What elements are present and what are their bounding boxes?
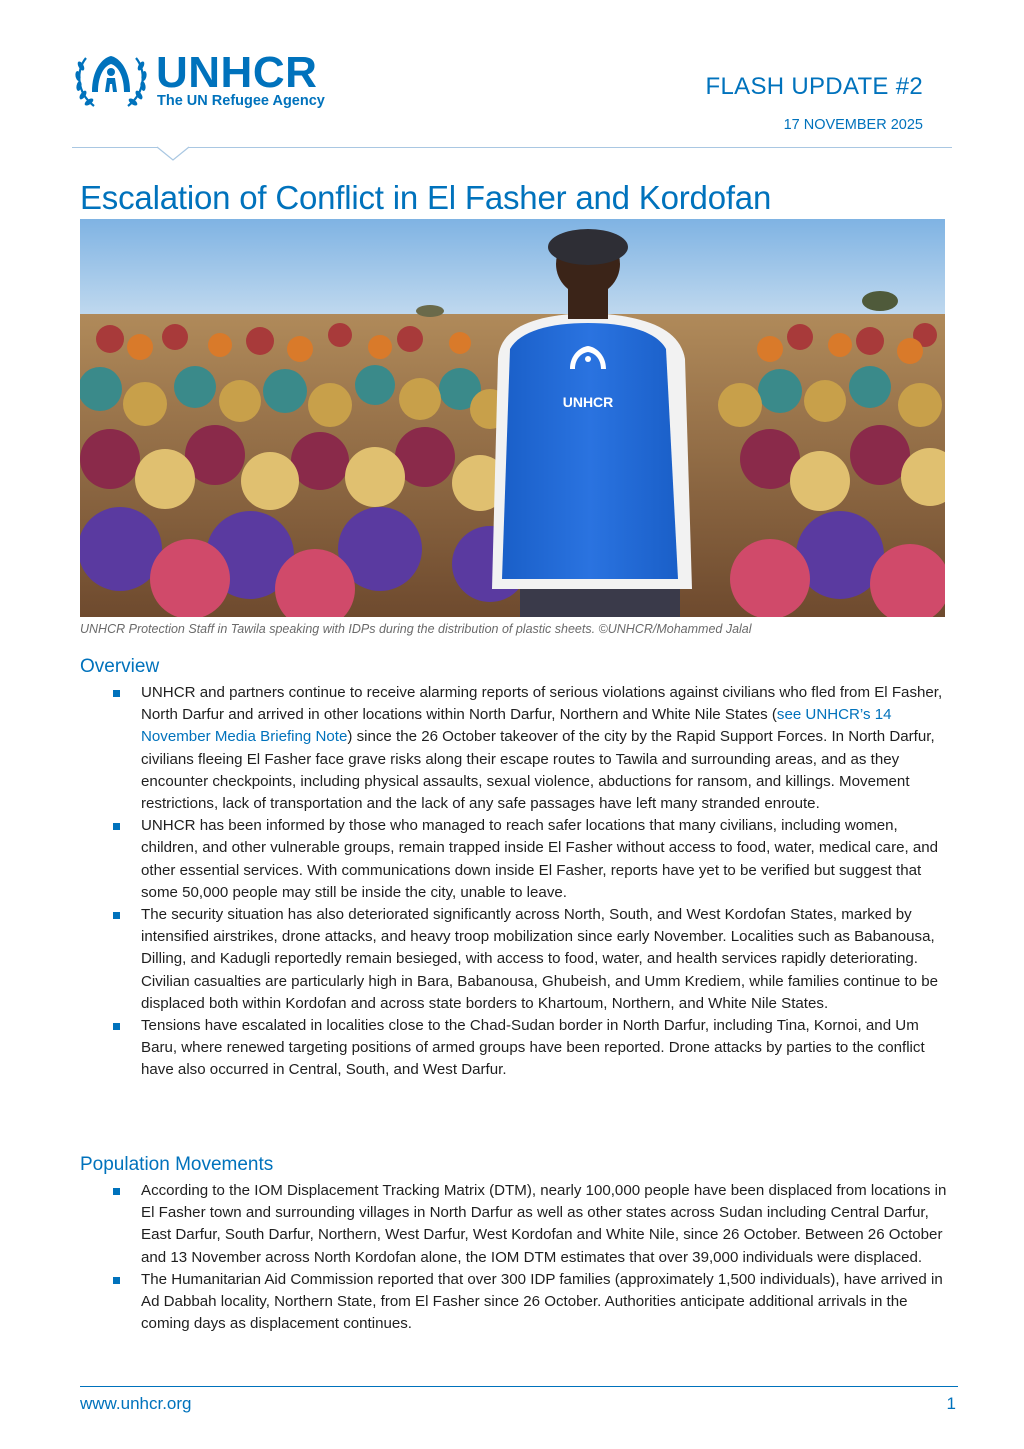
- bullet-square-icon: [113, 912, 120, 919]
- page-title: Escalation of Conflict in El Fasher and Kordofan: [80, 179, 772, 216]
- bullet-square-icon: [113, 1277, 120, 1284]
- publication-date: 17 NOVEMBER 2025: [783, 117, 923, 133]
- bullet-text: UNHCR and partners continue to receive alarming reports of serious violations against civilians who fled from El Fasher, North Darfur and arrived in other locations within North Darfur, Northern and White Nile States (: [141, 684, 943, 724]
- list-item: [80, 904, 950, 1015]
- bullet-text: The security situation has also deteriorated significantly across North, South, and West Kordofan States, marked by intensified airstrikes, drone attacks, and heavy troop mobilization since early November. Localities such as Babanousa, Dilling, and Kadugli reportedly remain besieged, with access to food, water, and health services rapidly deteriorating. Civilian casualties are particularly high in Bara, Babanousa, Ghubeish, and Umm Krediem, while families continue to be displaced both within Kordofan and across state borders to Khartoum, Northern, and White Nile States.: [141, 906, 939, 1012]
- footer-divider: [80, 1386, 958, 1387]
- flash-update-title: FLASH UPDATE #2: [705, 73, 923, 100]
- bullet-text: ) since the 26 October takeover of the city by the Rapid Support Forces. In North Darfur, civilians fleeing El Fasher face grave risks along their escape routes to Tawila and surrounding areas, and as they encounter checkpoints, including physical assaults, sexual violence, abductions for ransom, and killings. Movement restrictions, lack of transportation and the lack of any safe passages have left many stranded enroute.: [141, 728, 935, 813]
- list-item: [80, 1269, 950, 1336]
- list-item: [80, 682, 950, 815]
- page-number: 1: [946, 1394, 956, 1413]
- bullet-square-icon: [113, 690, 120, 697]
- website-link[interactable]: www.unhcr.org: [80, 1394, 192, 1413]
- population-movements-heading: Population Movements: [80, 1154, 274, 1175]
- overview-heading: Overview: [80, 656, 160, 677]
- logo-wordmark: UNHCR: [156, 48, 318, 97]
- bullet-text: According to the IOM Displacement Tracking Matrix (DTM), nearly 100,000 people have been displaced from locations in El Fasher town and surrounding villages in North Darfur as well as other states across Sudan including Central Darfur, East Darfur, South Darfur, Northern, West Darfur, West Kordofan and White Nile, since 26 October. Between 26 October and 13 November across North Kordofan alone, the IOM DTM estimates that over 39,000 individuals were displaced.: [141, 1182, 947, 1266]
- vest-label: UNHCR: [562, 394, 614, 410]
- bullet-square-icon: [113, 823, 120, 830]
- list-item: [80, 1180, 950, 1269]
- bullet-square-icon: [113, 1188, 120, 1195]
- bullet-square-icon: [113, 1023, 120, 1030]
- overview-list: [80, 682, 950, 1082]
- header-divider: [72, 147, 952, 148]
- hero-photo: [80, 219, 945, 617]
- bullet-text: UNHCR has been informed by those who managed to reach safer locations that many civilians, including women, children, and other vulnerable groups, remain trapped inside El Fasher without access to food, water, medical care, and other essential services. With communications down inside El Fasher, reports have yet to be verified but suggest that some 50,000 people may still be inside the city, unable to leave.: [141, 817, 939, 901]
- list-item: [80, 815, 950, 904]
- unhcr-emblem-icon: [72, 48, 150, 112]
- chevron-down-icon: [156, 146, 190, 162]
- population-list: [80, 1180, 950, 1335]
- bullet-text: Tensions have escalated in localities close to the Chad-Sudan border in North Darfur, including Tina, Kornoi, and Um Baru, where renewed targeting positions of armed groups have been reported. Drone attacks by parties to the conflict have also occurred in Central, South, and West Darfur.: [141, 1017, 925, 1079]
- photo-caption: UNHCR Protection Staff in Tawila speaking with IDPs during the distribution of plastic sheets. ©UNHCR/Mohammed Jalal: [80, 622, 752, 636]
- unhcr-logo[interactable]: [72, 48, 342, 112]
- media-briefing-link[interactable]: see UNHCR’s 14 November Media Briefing Note: [141, 706, 892, 746]
- crowd-scene-illustration: [80, 219, 945, 617]
- page-header: [0, 0, 1024, 165]
- logo-tagline: The UN Refugee Agency: [157, 93, 325, 109]
- bullet-text: The Humanitarian Aid Commission reported that over 300 IDP families (approximately 1,500 individuals), have arrived in Ad Dabbah locality, Northern State, from El Fasher since 26 October. Authorities anticipate additional arrivals in the coming days as displacement continues.: [141, 1270, 943, 1333]
- list-item: [80, 1015, 950, 1082]
